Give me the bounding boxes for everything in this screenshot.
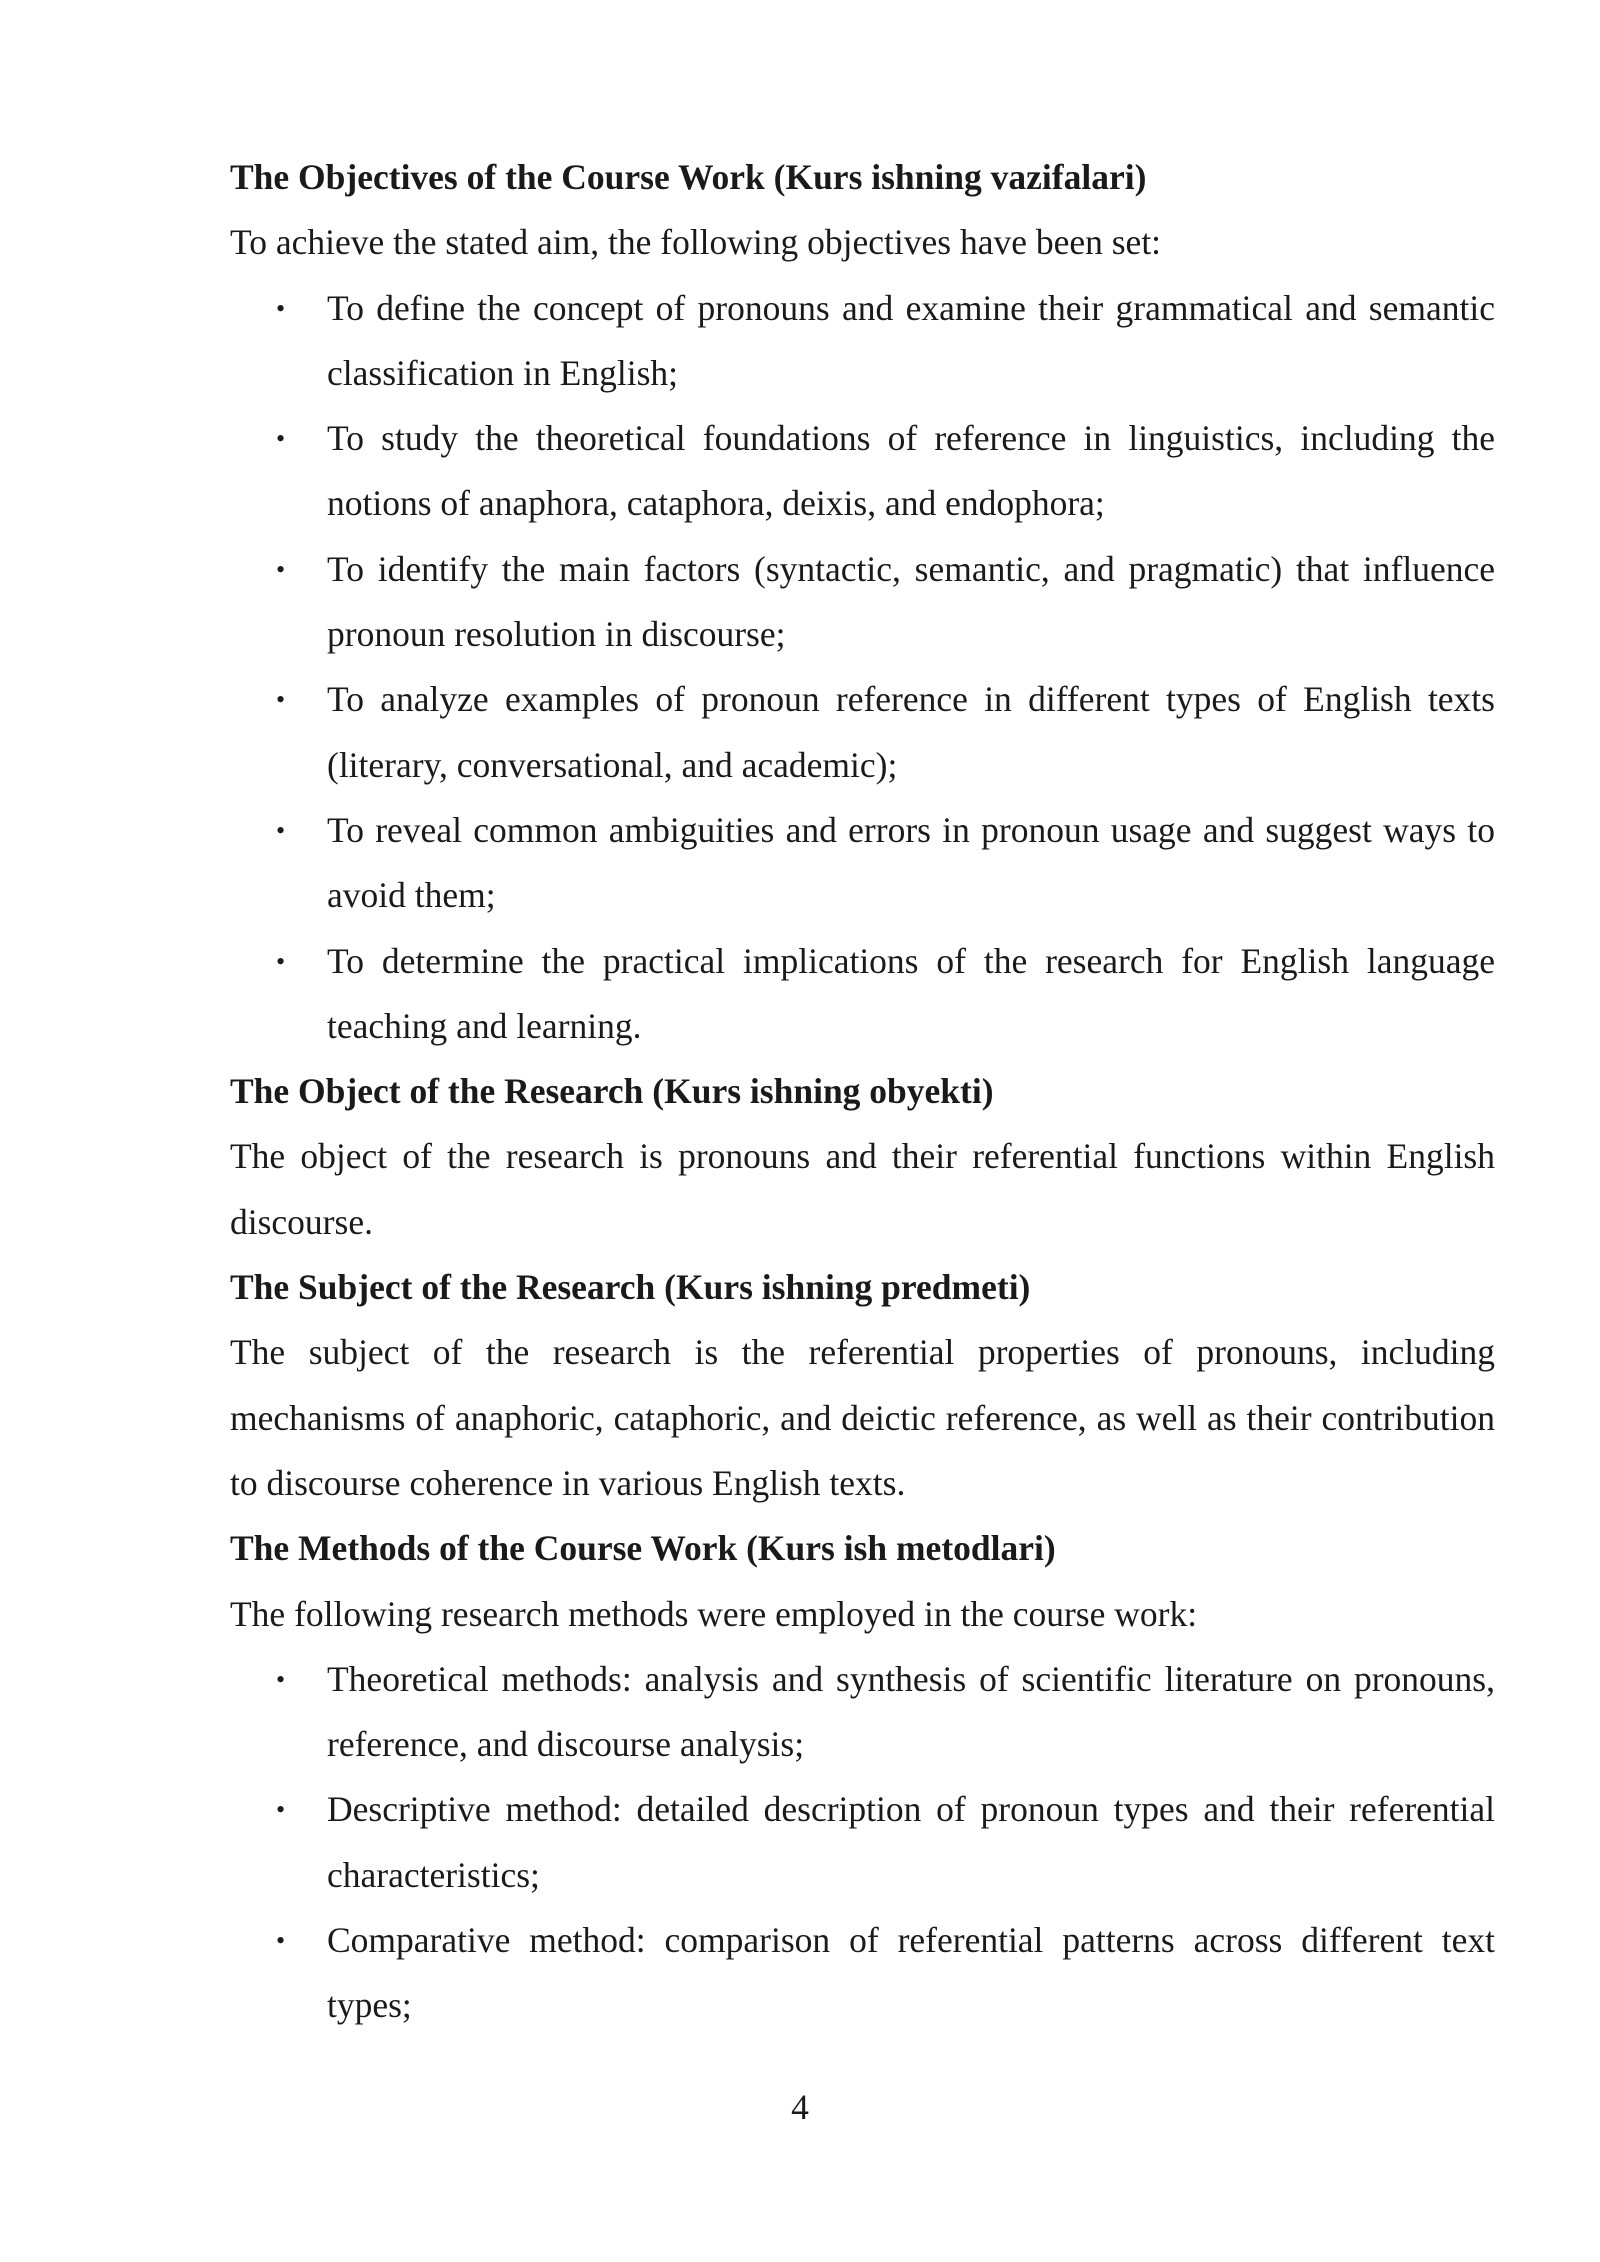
objectives-heading: The Objectives of the Course Work (Kurs ishning vazifalari) xyxy=(230,157,1147,197)
list-item xyxy=(230,798,1495,929)
list-item xyxy=(230,667,1495,798)
list-item xyxy=(230,1777,1495,1908)
bullet-icon: • xyxy=(276,685,286,715)
methods-list xyxy=(230,1647,1495,2039)
method-text: Comparative method: comparison of referential patterns across different text types; xyxy=(327,1920,1495,2026)
method-text: Descriptive method: detailed description of pronoun types and their referential characteristics; xyxy=(327,1789,1495,1895)
objective-text: To determine the practical implications of the research for English language teaching and learning. xyxy=(327,940,1495,1046)
list-item xyxy=(230,276,1495,407)
subject-paragraph: The subject of the research is the referential properties of pronouns, including mechanisms of anaphoric, cataphoric, and deictic reference, as well as their contribution to discourse coherence in various English texts. xyxy=(230,1332,1495,1503)
list-item xyxy=(230,1908,1495,2039)
objectives-intro: To achieve the stated aim, the following objectives have been set: xyxy=(230,222,1162,263)
bullet-icon: • xyxy=(276,1795,286,1825)
list-item xyxy=(230,1647,1495,1778)
objective-text: To identify the main factors (syntactic, semantic, and pragmatic) that influence pronoun resolution in discourse; xyxy=(327,548,1495,655)
objective-text: To analyze examples of pronoun reference in different types of English texts (literary, conversational, and academic); xyxy=(327,679,1495,785)
bullet-icon: • xyxy=(276,946,286,976)
object-heading: The Object of the Research (Kurs ishning obyekti) xyxy=(230,1071,994,1112)
bullet-icon: • xyxy=(276,293,286,323)
bullet-icon: • xyxy=(276,1926,286,1956)
bullet-icon: • xyxy=(276,1664,286,1694)
bullet-icon: • xyxy=(276,424,286,454)
page-number: 4 xyxy=(791,2087,809,2127)
bullet-icon: • xyxy=(276,815,286,845)
object-paragraph: The object of the research is pronouns and their referential functions within English discourse. xyxy=(230,1136,1495,1242)
method-text: Theoretical methods: analysis and synthesis of scientific literature on pronouns, reference, and discourse analysis; xyxy=(327,1658,1495,1765)
objective-text: To define the concept of pronouns and examine their grammatical and semantic classification in English; xyxy=(327,287,1495,393)
objective-text: To reveal common ambiguities and errors in pronoun usage and suggest ways to avoid them; xyxy=(327,809,1495,916)
subject-heading: The Subject of the Research (Kurs ishning predmeti) xyxy=(230,1267,1031,1308)
list-item xyxy=(230,537,1495,668)
methods-intro: The following research methods were employed in the course work: xyxy=(230,1593,1198,1634)
list-item xyxy=(230,929,1495,1060)
objective-text: To study the theoretical foundations of reference in linguistics, including the notions of anaphora, cataphora, deixis, and endophora; xyxy=(327,418,1495,524)
bullet-icon: • xyxy=(276,554,286,584)
document-page xyxy=(230,145,1495,2039)
list-item xyxy=(230,406,1495,537)
methods-heading: The Methods of the Course Work (Kurs ish metodlari) xyxy=(230,1528,1056,1569)
objectives-list xyxy=(230,276,1495,1060)
